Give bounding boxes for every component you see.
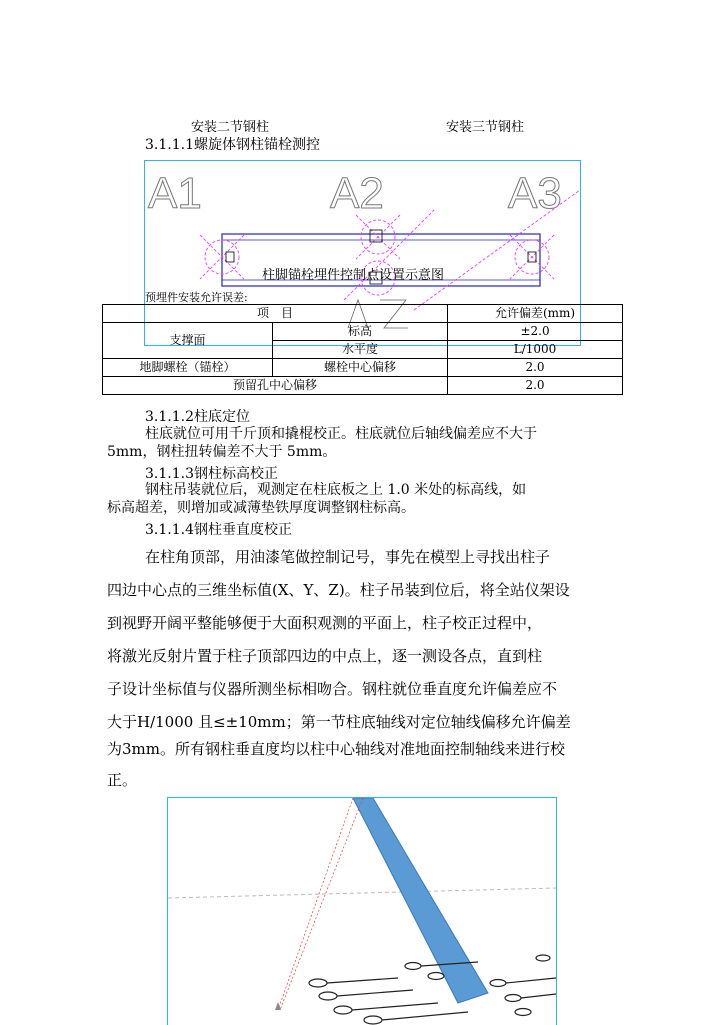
row-sub: 螺栓中心偏移 bbox=[273, 359, 448, 377]
tolerance-table bbox=[102, 304, 623, 395]
row-group: 支撑面 bbox=[103, 323, 273, 359]
header-item: 项 目 bbox=[103, 305, 448, 323]
steel-column bbox=[353, 798, 488, 1003]
header-allowed: 允许偏差(mm) bbox=[448, 305, 623, 323]
para-3114-line: 正。 bbox=[107, 771, 138, 789]
laser-line bbox=[278, 798, 353, 1010]
row-sub: 标高 bbox=[273, 323, 448, 341]
row-value: ±2.0 bbox=[448, 323, 623, 341]
row-value: 2.0 bbox=[448, 377, 623, 395]
heading-3114: 3.1.1.4钢柱垂直度校正 bbox=[145, 522, 292, 538]
column-photo bbox=[167, 797, 557, 1025]
table-row bbox=[103, 323, 623, 341]
para-3113-line1: 钢柱吊装就位后，观测定在柱底板之上 1.0 米处的标高线，如 bbox=[145, 482, 527, 498]
para-3114-line: 在柱角顶部，用油漆笔做控制记号，事先在模型上寻找出柱子 bbox=[145, 548, 551, 566]
para-3114-line: 子设计坐标值与仪器所测坐标相吻合。钢柱就位垂直度允许偏差应不 bbox=[107, 680, 558, 698]
row-sub: 水平度 bbox=[273, 341, 448, 359]
row-group: 地脚螺栓（锚栓） bbox=[103, 359, 273, 377]
row-value: 2.0 bbox=[448, 359, 623, 377]
figure-label-a1: A1 bbox=[148, 169, 202, 218]
row-value: L/1000 bbox=[448, 341, 623, 359]
table-row bbox=[103, 359, 623, 377]
para-3112-line1: 柱底就位可用千斤顶和撬棍校正。柱底就位后轴线偏差应不大于 bbox=[145, 426, 537, 442]
figure-labels-outline bbox=[148, 169, 562, 218]
heading-3112: 3.1.1.2柱底定位 bbox=[145, 409, 250, 425]
para-3113-line2: 标高超差，则增加或减薄垫铁厚度调整钢柱标高。 bbox=[107, 500, 415, 516]
row-group: 预留孔中心偏移 bbox=[103, 377, 448, 395]
figure-label-a3: A3 bbox=[508, 169, 562, 218]
para-3114-line: 四边中心点的三维坐标值(X、Y、Z)。柱子吊装到位后，将全站仪架设 bbox=[107, 581, 570, 599]
table-row bbox=[103, 377, 623, 395]
tolerance-title: 预埋件安装允许误差: bbox=[145, 291, 248, 304]
para-3114-line: 到视野开阔平整能够便于大面积观测的平面上，柱子校正过程中， bbox=[107, 614, 543, 632]
heading-3113: 3.1.1.3钢柱标高校正 bbox=[145, 466, 278, 482]
para-3112-line2: 5mm，钢柱扭转偏差不大于 5mm。 bbox=[107, 444, 337, 460]
anchor-bolts bbox=[309, 955, 556, 1024]
heading-3111: 3.1.1.1螺旋体钢柱锚栓测控 bbox=[145, 137, 320, 153]
caption-third-section: 安装三节钢柱 bbox=[446, 120, 525, 135]
caption-second-section: 安装二节钢柱 bbox=[191, 120, 270, 135]
para-3114-line: 将激光反射片置于柱子顶部四边的中点上，逐一测设各点，直到柱 bbox=[107, 647, 543, 665]
para-3114-line: 为3mm。所有钢柱垂直度均以柱中心轴线对准地面控制轴线来进行校 bbox=[107, 740, 565, 758]
table-header-row bbox=[103, 305, 623, 323]
figure-label-a2: A2 bbox=[330, 169, 384, 218]
para-3114-line: 大于H/1000 且≤±10mm；第一节柱底轴线对定位轴线偏移允许偏差 bbox=[107, 713, 571, 731]
figure-caption: 柱脚锚栓埋件控制点设置示意图 bbox=[262, 268, 445, 283]
